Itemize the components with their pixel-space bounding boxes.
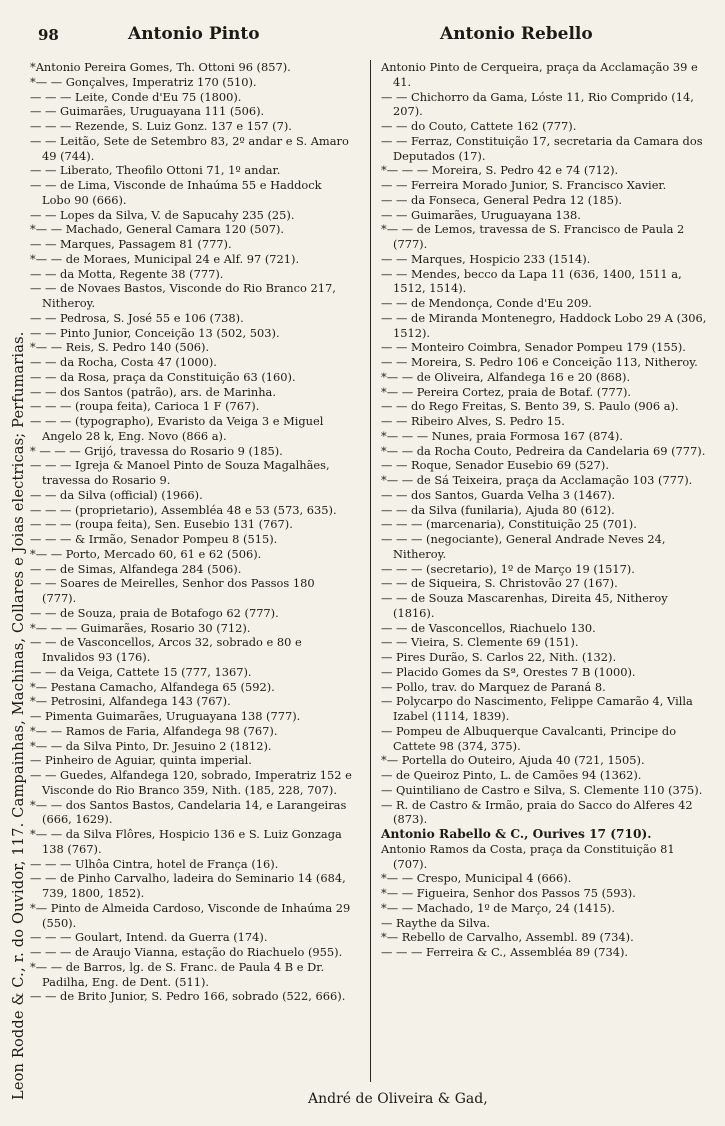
directory-entry: — — — Goulart, Intend. da Guerra (174).: [30, 930, 268, 945]
directory-entry: — Raythe da Silva.: [381, 915, 490, 930]
directory-entry: *Antonio Pereira Gomes, Th. Ottoni 96 (857).: [30, 60, 291, 74]
directory-entry: *— — — Nunes, praia Formosa 167 (874).: [381, 428, 623, 443]
directory-entry: *— — Porto, Mercado 60, 61 e 62 (506).: [30, 546, 262, 561]
directory-entry: *— — Ramos de Faria, Alfandega 98 (767).: [30, 723, 278, 738]
directory-entry: — — — Leite, Conde d'Eu 75 (1800).: [30, 89, 242, 104]
directory-entry: — — da Motta, Regente 38 (777).: [30, 266, 224, 281]
directory-entry: — Polycarpo do Nascimento, Felippe Camarão 4, Villa Izabel (1114, 1839).: [381, 694, 693, 723]
right-column: [381, 60, 711, 960]
directory-entry: — — — (marcenaria), Constituição 25 (701).: [381, 517, 637, 532]
directory-entry: — Pimenta Guimarães, Uruguayana 138 (777).: [30, 709, 301, 723]
directory-entry: — — — Igreja & Manoel Pinto de Souza Magalhães, travessa do Rosario 9.: [30, 458, 330, 487]
directory-entry: — — Marques, Hospicio 233 (1514).: [381, 251, 591, 266]
directory-entry: — — Pedrosa, S. José 55 e 106 (738).: [30, 310, 244, 325]
directory-entry: — — de Lima, Visconde de Inhaúma 55 e Haddock Lobo 90 (666).: [30, 178, 322, 207]
directory-entry: — — de Brito Junior, S. Pedro 166, sobrado (522, 666).: [30, 989, 346, 1004]
directory-entry: — — da Veiga, Cattete 15 (777, 1367).: [30, 664, 252, 679]
directory-entry: — Pompeu de Albuquerque Cavalcanti, Principe do Cattete 98 (374, 375).: [381, 723, 677, 753]
directory-entry: *— Pinto de Almeida Cardoso, Visconde de Inhaúma 29 (550).: [30, 900, 351, 930]
directory-entry: — Pires Durão, S. Carlos 22, Nith. (132).: [381, 650, 617, 664]
right-running-title: Antonio Rebello: [440, 24, 593, 44]
directory-entry: — — Ferreira Morado Junior, S. Francisco Xavier.: [381, 178, 667, 192]
directory-entry: — — Ribeiro Alves, S. Pedro 15.: [381, 414, 565, 428]
directory-entry: — — da Fonseca, General Pedra 12 (185).: [381, 192, 623, 207]
directory-entry: — — Moreira, S. Pedro 106 e Conceição 113, Nitheroy.: [381, 355, 698, 369]
directory-entry: — — — (proprietario), Assembléa 48 e 53 (573, 635).: [30, 502, 337, 517]
directory-entry: *— Pestana Camacho, Alfandega 65 (592).: [30, 679, 275, 694]
directory-entry: — — de Pinho Carvalho, ladeira do Seminario 14 (684, 739, 1800, 1852).: [30, 871, 346, 900]
directory-entry: *— — — Guimarães, Rosario 30 (712).: [30, 620, 251, 635]
directory-entry: — — — Rezende, S. Luiz Gonz. 137 e 157 (7).: [30, 119, 292, 133]
directory-entry: — — de Souza Mascarenhas, Direita 45, Nitheroy (1816).: [381, 591, 668, 620]
directory-entry: *— — da Silva Pinto, Dr. Jesuino 2 (1812).: [30, 738, 272, 753]
column-divider: [370, 60, 371, 1082]
side-advertisement: Leon Rodde & C., r. do Ouvidor, 117. Campainhas, Machinas, Collares e Joias electricas; Perfumarias.: [11, 331, 27, 1100]
directory-entry: — — — (typographo), Evaristo da Veiga 3 e Miguel Angelo 28 k, Eng. Novo (866 a).: [30, 414, 324, 443]
left-column: [30, 60, 352, 1004]
directory-entry: — Pinheiro de Aguiar, quinta imperial.: [30, 753, 252, 768]
directory-entry: — — de Simas, Alfandega 284 (506).: [30, 561, 242, 576]
page-header: [0, 22, 725, 48]
directory-entry: — — — (negociante), General Andrade Neves 24, Nitheroy.: [381, 532, 666, 561]
directory-entry: *— — Machado, General Camara 120 (507).: [30, 222, 285, 237]
directory-entry: — — da Rosa, praça da Constituição 63 (160).: [30, 369, 296, 384]
directory-entry: — — dos Santos (patrão), ars. de Marinha.: [30, 384, 276, 399]
directory-entry: — — Ferraz, Constituição 17, secretaria da Camara dos Deputados (17).: [381, 133, 703, 163]
page-footer: André de Oliveira & Gad,: [308, 1091, 488, 1107]
directory-entry: Antonio Ramos da Costa, praça da Constituição 81 (707).: [381, 841, 675, 871]
directory-entry: * — — — Grijó, travessa do Rosario 9 (185).: [30, 443, 283, 458]
directory-entry: — — — (roupa feita), Sen. Eusebio 131 (767).: [30, 517, 293, 532]
directory-entry: — — Guedes, Alfandega 120, sobrado, Imperatriz 152 e Visconde do Rio Branco 359, Nith. (185, 228, 707).: [30, 768, 352, 797]
directory-heading: Antonio Rabello & C., Ourives 17 (710).: [381, 827, 652, 841]
directory-entry: — — de Siqueira, S. Christovão 27 (167).: [381, 576, 618, 591]
page-number: 98: [38, 26, 59, 44]
directory-entry: — — Vieira, S. Clemente 69 (151).: [381, 635, 579, 650]
directory-entry: — — Roque, Senador Eusebio 69 (527).: [381, 458, 609, 473]
directory-entry: — — Marques, Passagem 81 (777).: [30, 237, 232, 251]
directory-entry: — — — (roupa feita), Carioca 1 F (767).: [30, 399, 260, 414]
directory-entry: *— — Figueira, Senhor dos Passos 75 (593).: [381, 886, 636, 900]
directory-entry: *— — Reis, S. Pedro 140 (506).: [30, 340, 210, 355]
directory-entry: *— — da Silva Flôres, Hospicio 136 e S. Luiz Gonzaga 138 (767).: [30, 827, 342, 856]
directory-entry: — de Queiroz Pinto, L. de Camões 94 (1362).: [381, 768, 642, 782]
directory-entry: — — de Novaes Bastos, Visconde do Rio Branco 217, Nitheroy.: [30, 281, 336, 310]
directory-entry: — — de Souza, praia de Botafogo 62 (777).: [30, 605, 279, 620]
directory-entry: *— — Pereira Cortez, praia de Botaf. (777).: [381, 384, 632, 399]
directory-entry: — — — & Irmão, Senador Pompeu 8 (515).: [30, 532, 278, 546]
directory-entry: — — de Vasconcellos, Riachuelo 130.: [381, 620, 596, 635]
directory-entry: — — de Mendonça, Conde d'Eu 209.: [381, 296, 592, 310]
directory-entry: — — da Rocha, Costa 47 (1000).: [30, 355, 217, 369]
directory-entry: — Placido Gomes da Sª, Orestes 7 B (1000).: [381, 664, 636, 679]
directory-entry: — — — de Araujo Vianna, estação do Riachuelo (955).: [30, 945, 343, 959]
directory-entry: *— — Machado, 1º de Março, 24 (1415).: [381, 900, 615, 915]
directory-entry: — — do Couto, Cattete 162 (777).: [381, 119, 577, 133]
directory-entry: *— — de Sá Teixeira, praça da Acclamação 103 (777).: [381, 473, 693, 487]
directory-entry: — — Soares de Meirelles, Senhor dos Passos 180 (777).: [30, 576, 315, 605]
directory-entry: — R. de Castro & Irmão, praia do Sacco do Alferes 42 (873).: [381, 797, 693, 827]
directory-entry: — — Chichorro da Gama, Lóste 11, Rio Comprido (14, 207).: [381, 89, 694, 119]
directory-entry: — Quintiliano de Castro e Silva, S. Clemente 110 (375).: [381, 782, 703, 797]
directory-entry: — — de Vasconcellos, Arcos 32, sobrado e 80 e Invalidos 93 (176).: [30, 635, 302, 664]
directory-entry: — Pollo, trav. do Marquez de Paraná 8.: [381, 679, 606, 694]
directory-entry: — — — (secretario), 1º de Março 19 (1517).: [381, 561, 635, 576]
directory-entry: — — Mendes, becco da Lapa 11 (636, 1400, 1511 a, 1512, 1514).: [381, 266, 682, 296]
directory-entry: *— — de Oliveira, Alfandega 16 e 20 (868).: [381, 369, 631, 384]
directory-entry: — — Pinto Junior, Conceição 13 (502, 503).: [30, 325, 280, 340]
directory-entry: — — Guimarães, Uruguayana 111 (506).: [30, 104, 265, 119]
left-running-title: Antonio Pinto: [128, 24, 260, 44]
directory-entry: — — Leitão, Sete de Setembro 83, 2º andar e S. Amaro 49 (744).: [30, 133, 349, 163]
directory-entry: *— — da Rocha Couto, Pedreira da Candelaria 69 (777).: [381, 443, 706, 458]
directory-entry: *— — de Lemos, travessa de S. Francisco de Paula 2 (777).: [381, 222, 685, 251]
directory-entry: — — da Silva (official) (1966).: [30, 487, 203, 502]
directory-entry: *— — de Moraes, Municipal 24 e Alf. 97 (721).: [30, 251, 300, 266]
directory-entry: *— Portella do Outeiro, Ajuda 40 (721, 1505).: [381, 753, 645, 768]
directory-entry: — — — Ulhôa Cintra, hotel de França (16).: [30, 856, 279, 871]
directory-entry: *— — — Moreira, S. Pedro 42 e 74 (712).: [381, 163, 619, 178]
directory-entry: — — Guimarães, Uruguayana 138.: [381, 207, 581, 222]
directory-entry: — — Monteiro Coimbra, Senador Pompeu 179 (155).: [381, 340, 686, 355]
directory-entry: — — do Rego Freitas, S. Bento 39, S. Paulo (906 a).: [381, 399, 679, 414]
directory-entry: *— — de Barros, lg. de S. Franc. de Paula 4 B e Dr. Padilha, Eng. de Dent. (511).: [30, 959, 325, 989]
directory-entry: *— Rebello de Carvalho, Assembl. 89 (734).: [381, 930, 634, 945]
directory-entry: — — da Silva (funilaria), Ajuda 80 (612).: [381, 502, 615, 517]
directory-entry: Antonio Pinto de Cerqueira, praça da Acclamação 39 e 41.: [381, 60, 698, 89]
directory-entry: — — Lopes da Silva, V. de Sapucahy 235 (25).: [30, 207, 295, 222]
directory-entry: — — — Ferreira & C., Assembléa 89 (734).: [381, 945, 629, 959]
directory-entry: *— — Crespo, Municipal 4 (666).: [381, 871, 572, 886]
directory-entry: — — Liberato, Theofilo Ottoni 71, 1º andar.: [30, 163, 281, 178]
directory-entry: *— — Gonçalves, Imperatriz 170 (510).: [30, 74, 257, 89]
directory-entry: — — dos Santos, Guarda Velha 3 (1467).: [381, 487, 616, 502]
directory-entry: *— Petrosini, Alfandega 143 (767).: [30, 694, 231, 709]
directory-entry: — — de Miranda Montenegro, Haddock Lobo 29 A (306, 1512).: [381, 310, 707, 340]
directory-entry: *— — dos Santos Bastos, Candelaria 14, e Larangeiras (666, 1629).: [30, 797, 347, 827]
